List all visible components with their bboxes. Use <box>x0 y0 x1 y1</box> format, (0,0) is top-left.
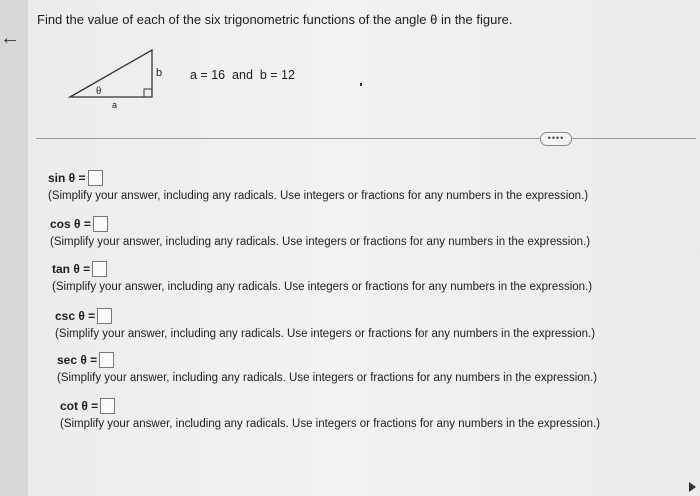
sin-answer-box[interactable] <box>88 170 103 186</box>
angle-label: θ <box>96 85 102 97</box>
more-options-button[interactable]: •••• <box>540 132 572 146</box>
sin-hint: (Simplify your answer, including any radicals. Use integers or fractions for any numbers in the expression.) <box>48 190 589 202</box>
answer-row-cos <box>50 216 590 248</box>
question-text: Find the value of each of the six trigonometric functions of the angle θ in the figure. <box>37 12 513 27</box>
answer-row-sin <box>48 170 588 202</box>
answer-row-cot <box>60 398 600 430</box>
side-b-label: b <box>156 67 163 79</box>
csc-label: csc θ = <box>55 309 96 323</box>
triangle-figure <box>60 42 170 112</box>
cos-answer-box[interactable] <box>93 216 108 232</box>
cot-hint: (Simplify your answer, including any radicals. Use integers or fractions for any numbers in the expression.) <box>60 418 601 430</box>
tan-label: tan θ = <box>52 262 91 276</box>
csc-hint: (Simplify your answer, including any radicals. Use integers or fractions for any numbers in the expression.) <box>55 328 596 340</box>
tan-hint: (Simplify your answer, including any radicals. Use integers or fractions for any numbers in the expression.) <box>52 281 593 293</box>
sin-label: sin θ = <box>48 171 86 185</box>
cos-label: cos θ = <box>50 217 91 231</box>
play-arrow-icon[interactable] <box>689 482 696 492</box>
sec-answer-box[interactable] <box>99 352 114 368</box>
sec-label: sec θ = <box>57 353 98 367</box>
section-divider <box>36 138 696 139</box>
side-a-label: a <box>112 100 118 110</box>
tan-answer-box[interactable] <box>92 261 107 277</box>
csc-answer-box[interactable] <box>97 308 112 324</box>
back-arrow-icon[interactable]: ← <box>0 27 20 49</box>
answer-row-sec <box>57 352 597 384</box>
cos-hint: (Simplify your answer, including any radicals. Use integers or fractions for any numbers in the expression.) <box>50 236 591 248</box>
cot-label: cot θ = <box>60 399 99 413</box>
answer-row-csc <box>55 308 595 340</box>
right-angle-mark <box>144 89 152 97</box>
triangle-shape <box>70 50 152 97</box>
cot-answer-box[interactable] <box>100 398 115 414</box>
given-values: a = 16 and b = 12 <box>190 68 295 82</box>
mouse-cursor <box>360 83 362 86</box>
answer-row-tan <box>52 261 592 293</box>
sec-hint: (Simplify your answer, including any radicals. Use integers or fractions for any numbers in the expression.) <box>57 372 598 384</box>
